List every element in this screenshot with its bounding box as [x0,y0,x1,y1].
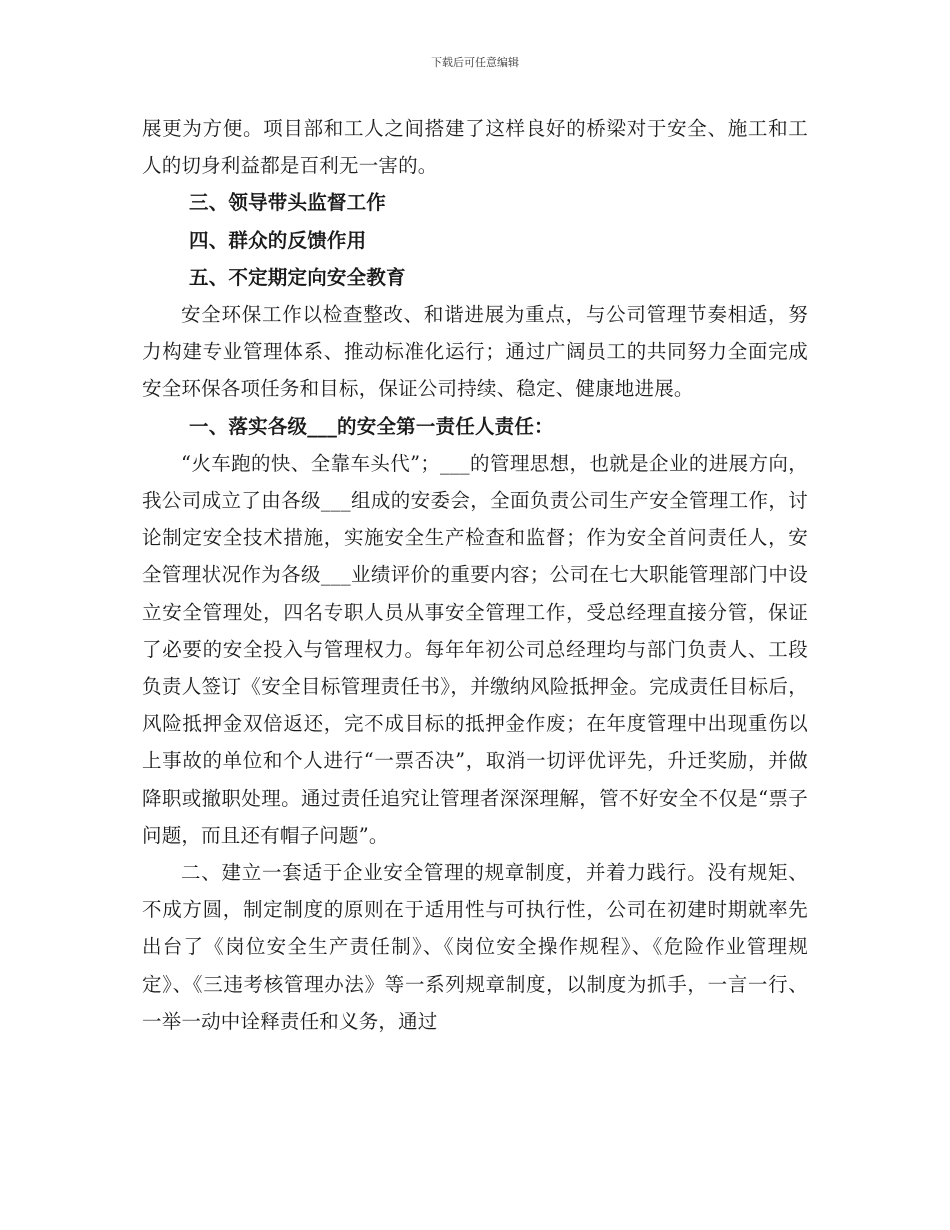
paragraph-regulations: 二、建立一套适于企业安全管理的规章制度，并着力践行。没有规矩、不成方圆，制定制度的原则在于适用性与可执行性，公司在初建时期就率先出台了《岗位安全生产责任制》、《岗位安全操作规程》、《危险作业管理规定》、《三违考核管理办法》等一系列规章制度，以制度为抓手，一言一行、一举一动中诠释责任和义务，通过 [142,861,808,1033]
section-heading-4: 四、群众的反馈作用 [189,228,367,252]
document-body [142,110,808,1040]
page-header: 下载后可任意编辑 [431,56,519,69]
paragraph-continuation: 展更为方便。项目部和工人之间搭建了这样良好的桥梁对于安全、施工和工人的切身利益都是百利无一害的。 [142,117,808,178]
paragraph-safety-overview: 安全环保工作以检查整改、和谐进展为重点，与公司管理节奏相适，努力构建专业管理体系、推动标准化运行；通过广阔员工的共同努力全面完成安全环保各项任务和目标，保证公司持续、稳定、健康地进展。 [142,303,808,401]
paragraph-responsibility: “火车跑的快、全靠车头代”；___的管理思想，也就是企业的进展方向，我公司成立了由各级___组成的安委会，全面负责公司生产安全管理工作，讨论制定安全技术措施，实施安全生产检查和监督；作为安全首问责任人，安全管理状况作为各级___业绩评价的重要内容；公司在七大职能管理部门中设立安全管理处，四名专职人员从事安全管理工作，受总经理直接分管，保证了必要的安全投入与管理权力。每年年初公司总经理均与部门负责人、工段负责人签订《安全目标管理责任书》，并缴纳风险抵押金。完成责任目标后，风险抵押金双倍返还，完不成目标的抵押金作废；在年度管理中出现重伤以上事故的单位和个人进行“一票否决”，取消一切评优评先，升迁奖励，并做降职或撤职处理。通过责任追究让管理者深深理解，管不好安全不仅是“票子问题，而且还有帽子问题”。 [142,451,808,847]
section-heading-5: 五、不定期定向安全教育 [189,265,406,289]
section-heading-1: 一、落实各级___的安全第一责任人责任： [189,414,554,438]
section-heading-3: 三、领导带头监督工作 [189,191,387,215]
